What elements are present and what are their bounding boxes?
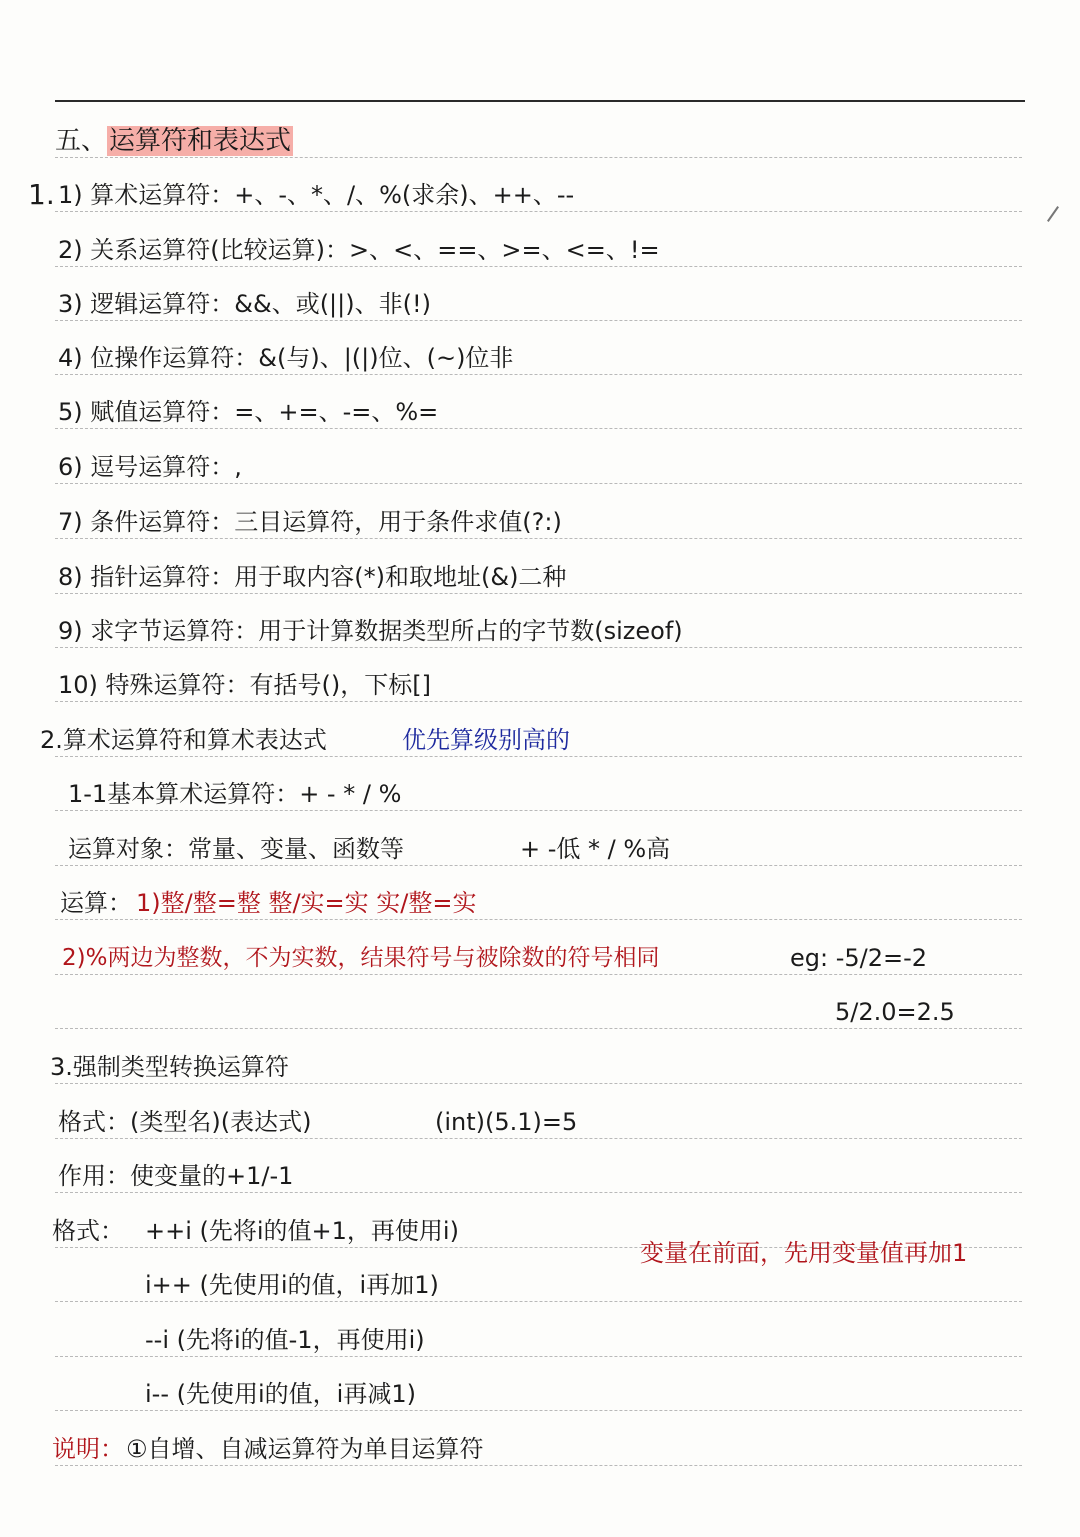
- ruled-line: [55, 1465, 1022, 1466]
- increment-form: --i (先将i的值-1，再使用i): [145, 1326, 425, 1354]
- ruled-line: [55, 428, 1022, 429]
- operator-item: 4) 位操作运算符：&(与)、|(|)位、(~)位非: [58, 344, 514, 372]
- rule-1-label: 运算：: [60, 889, 132, 917]
- title-prefix: 五、: [55, 126, 108, 156]
- ruled-line: [55, 374, 1022, 375]
- rule-2: 2)%两边为整数，不为实数，结果符号与被除数的符号相同: [62, 945, 660, 971]
- ruled-line: [55, 320, 1022, 321]
- ruled-line: [55, 1028, 1022, 1029]
- operator-item: 6) 逗号运算符：,: [58, 453, 242, 481]
- ruled-line: [55, 157, 1022, 158]
- ruled-line: [55, 974, 1022, 975]
- basic-operators: 1-1基本算术运算符：+ - * / %: [68, 780, 402, 808]
- operator-item: 7) 条件运算符：三目运算符，用于条件求值(?:): [58, 508, 562, 536]
- ruled-line: [55, 919, 1022, 920]
- increment-form: ++i (先将i的值+1，再使用i): [145, 1217, 459, 1245]
- ruled-line: [55, 1138, 1022, 1139]
- ruled-line: [55, 1356, 1022, 1357]
- ruled-line: [55, 647, 1022, 648]
- cast-format: 格式：(类型名)(表达式): [58, 1108, 312, 1136]
- ruled-line: [55, 538, 1022, 539]
- increment-format-label: 格式：: [52, 1217, 124, 1245]
- section-3-heading: 3.强制类型转换运算符: [50, 1053, 289, 1081]
- precedence-line: + -低 * / %高: [520, 835, 671, 863]
- increment-form: i-- (先使用i的值，i再减1): [145, 1380, 416, 1408]
- section-2-heading-note: 优先算级别高的: [402, 726, 570, 754]
- ruled-line: [55, 810, 1022, 811]
- note-text: ①自增、自减运算符为单目运算符: [126, 1435, 484, 1463]
- rule-1: 1)整/整=整 整/实=实 实/整=实: [136, 889, 477, 917]
- page-title: [55, 126, 293, 156]
- section-2-heading: 2.算术运算符和算术表达式: [40, 726, 327, 754]
- operator-item: 2) 关系运算符(比较运算)：>、<、==、>=、<=、!=: [58, 236, 660, 264]
- operator-item: 1) 算术运算符：+、-、*、/、%(求余)、++、--: [58, 181, 575, 209]
- operator-item: 9) 求字节运算符：用于计算数据类型所占的字节数(sizeof): [58, 617, 683, 645]
- example-1: eg: -5/2=-2: [790, 944, 928, 972]
- operator-item: 5) 赋值运算符：=、+=、-=、%=: [58, 398, 439, 426]
- pen-mark: [1047, 206, 1059, 222]
- operator-item: 10) 特殊运算符：有括号()，下标[]: [58, 671, 431, 699]
- increment-form: i++ (先使用i的值，i再加1): [145, 1271, 439, 1299]
- ruled-line: [55, 211, 1022, 212]
- operator-item: 8) 指针运算符：用于取内容(*)和取地址(&)二种: [58, 563, 567, 591]
- increment-usage: 作用：使变量的+1/-1: [58, 1162, 294, 1190]
- top-margin-rule: [55, 100, 1025, 102]
- ruled-line: [55, 266, 1022, 267]
- ruled-line: [55, 1192, 1022, 1193]
- operator-item: 3) 逻辑运算符：&&、或(||)、非(!): [58, 290, 431, 318]
- ruled-line: [55, 865, 1022, 866]
- ruled-line: [55, 1410, 1022, 1411]
- side-note: 变量在前面，先用变量值再加1: [640, 1239, 968, 1267]
- ruled-line: [55, 1083, 1022, 1084]
- ruled-line: [55, 593, 1022, 594]
- ruled-line: [55, 756, 1022, 757]
- note-label: 说明：: [52, 1435, 124, 1463]
- example-2: 5/2.0=2.5: [835, 998, 955, 1026]
- operands-line: 运算对象：常量、变量、函数等: [68, 835, 404, 863]
- ruled-line: [55, 1301, 1022, 1302]
- section-1-number: 1.: [28, 178, 55, 211]
- ruled-line: [55, 701, 1022, 702]
- cast-example: (int)(5.1)=5: [435, 1108, 578, 1136]
- ruled-line: [55, 483, 1022, 484]
- title-highlight: 运算符和表达式: [109, 126, 292, 156]
